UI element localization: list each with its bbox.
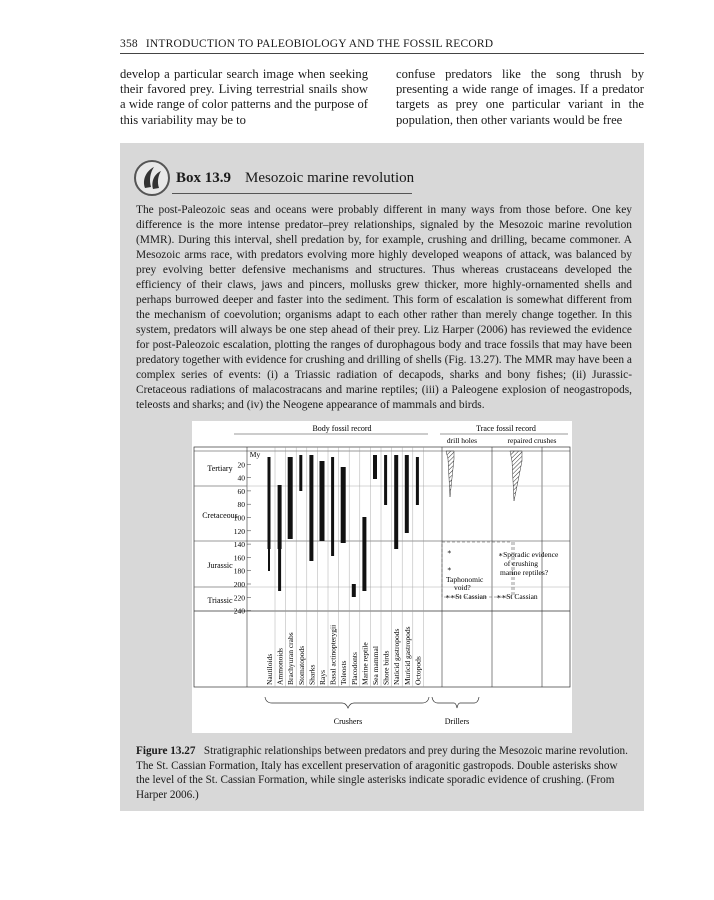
range-bar-naticid-gastropods [394,455,398,549]
age-tick-240: 240 [233,606,245,616]
drillers-bracket [432,697,479,708]
age-tick-20: 20 [237,460,245,470]
page-number: 358 [120,38,138,50]
range-bar-brachyuran-crabs [288,457,293,539]
st-cassian-crush: ∗∗St Cassian [496,592,538,601]
age-tick-60: 60 [237,486,245,496]
box-label: Box 13.9 [176,169,232,186]
taxon-label-placodonts: Placodonts [349,652,359,685]
range-bar-nautiloids [268,457,271,549]
range-bar-ammonoids [278,549,281,591]
age-tick-80: 80 [237,500,245,510]
range-bar-shore-birds [384,455,387,505]
drill-asterisk-2: ∗ [447,565,452,573]
sporadic-line-1: ∗Sporadic evidence [498,550,559,559]
range-bar-basal-actinopterygii [331,457,334,556]
age-tick-120: 120 [233,526,245,536]
range-bar-stomatopods [299,455,302,483]
range-bar-stomatopods [299,483,302,491]
age-tick-200: 200 [233,580,245,589]
st-cassian-drill: ∗∗St Cassian [445,592,487,601]
period-jurassic: Jurassic [207,561,233,570]
range-bar-teleosts [341,467,346,543]
taxon-label-shore-birds: Shore birds [381,650,391,685]
age-tick-160: 160 [233,553,245,563]
running-title: INTRODUCTION TO PALEOBIOLOGY AND THE FOSSIL RECORD [145,38,494,50]
figure-caption [136,744,632,802]
drill-holes-header: drill holes [446,436,478,445]
stratigraphic-chart [192,421,572,733]
taphonomic-line-2: void? [454,583,471,592]
range-bar-octopods [416,457,419,505]
box-title: Mesozoic marine revolution [245,169,415,186]
taxon-label-octopods: Octopods [413,656,423,685]
taxon-label-ammonoids: Ammonoids [275,647,285,685]
range-bar-placodonts [352,584,356,597]
taxon-label-marine-reptile: Marine reptile [360,642,370,685]
taxon-label-nautiloids: Nautiloids [265,653,274,685]
box-heading [134,159,414,197]
range-bar-muricid-gastropods [405,455,409,533]
box-13-9 [120,143,644,811]
crushers-label: Crushers [333,717,363,726]
body-text-right: confuse predators like the song thrush by presenting a wide range of images. If a predator targets as prey one particular variant in the population, then other variants would be free [396,67,644,127]
my-axis-label: My [249,450,261,459]
taphonomic-line-1: Taphonomic [446,575,484,584]
range-bar-nautiloids [268,549,270,571]
range-bar-sea-mammal [373,455,377,479]
age-tick-180: 180 [233,566,245,576]
drill-asterisk-1: ∗ [447,548,452,556]
taxon-labels [265,625,422,685]
taxon-label-brachyuran-crabs: Brachyuran crabs [286,632,296,685]
running-header [120,38,644,54]
body-text-left: develop a particular search image when seeking their favored prey. Living terrestrial snails show a wide range of color patterns and the purpose of this variability may be to [120,67,368,127]
period-triassic: Triassic [207,596,233,605]
range-bar-sharks [309,455,313,561]
heading-rule [172,193,412,194]
sporadic-line-3: marine reptiles? [500,568,549,577]
age-tick-40: 40 [237,473,245,483]
taxon-label-sharks: Sharks [307,664,317,685]
taxon-label-naticid-gastropods: Naticid gastropods [392,628,402,685]
taxon-label-teleosts: Teleosts [339,660,349,685]
period-tertiary: Tertiary [207,464,233,473]
age-ticks [234,460,251,615]
period-cretaceous: Cretaceous [202,511,238,520]
taxon-label-sea-mammal: Sea mammal [371,646,380,685]
repaired-crushes-header: repaired crushes [507,436,557,445]
age-tick-140: 140 [233,540,245,550]
range-bar-marine-reptile [362,517,366,591]
taxon-label-muricid-gastropods: Muricid gastropods [402,626,412,685]
age-tick-220: 220 [233,593,245,603]
box-text: The post-Paleozoic seas and oceans were probably different in many ways from those before. One key difference is the more intense predator–prey relationships, signaled by the Mesozoic marine revolution (MMR). During this interval, shell predation by, for example, crushing and drilling, became commoner. A Mesozoic arms race, with predators evolving more highly developed weapons of attack, was balanced by prey evolving better defensive mechanisms and structures. Thus whereas crustaceans developed the efficiency of their claws, jaws and pincers, mollusks grew thicker, more highly-ornamented shells and perhaps burrowed deeper and faster into the sediment. This form of escalation is somewhat different from the mechanism of coevolution; organisms adapt to each other rather than merely change together. In this system, predators will always be one step ahead of their prey. Liz Harper (2006) has reviewed the evidence for post-Paleozoic escalation, plotting the ranges of durophagous body and trace fossils that may have been predatory together with evidence for crushing and drilling of shells (Fig. 13.27). The MMR may have been a complex series of events: (i) a Triassic radiation of decapods, sharks and bony fishes; (ii) Jurassic-Cretaceous radiations of malacostracans and marine reptiles; (iii) a Paleogene explosion of neogastropods, teleosts and sharks; and (iv) the Neogene appearance of mammals and birds. [136,204,632,411]
figure-13-27 [192,421,572,733]
taxon-label-basal-actinopterygii: Basal actinopterygii [328,624,338,685]
repaired-crushes-range [510,451,522,501]
figure-label: Figure 13.27 [136,745,196,757]
crushers-bracket [265,697,429,708]
drill-holes-range [446,451,454,497]
age-tick-100: 100 [233,513,245,523]
claw-icon [134,160,170,196]
drillers-label: Drillers [444,717,470,726]
caption-text: Stratigraphic relationships between predators and prey during the Mesozoic marine revolution. The St. Cassian Formation, Italy has excellent preservation of aragonitic gastropods. Double asterisks show the level of the St. Cassian Formation, while single asterisks indicate sporadic evidence of crushing. (From Harper 2006.) [136,745,628,801]
taxon-label-stomatopods: Stomatopods [296,645,306,685]
body-fossil-header: Body fossil record [312,424,372,433]
taxon-label-rays: Rays [318,670,327,685]
range-bar-rays [320,461,325,541]
range-bar-ammonoids [278,485,282,549]
trace-fossil-header: Trace fossil record [476,424,536,433]
sporadic-line-2: of crushing [504,559,538,568]
